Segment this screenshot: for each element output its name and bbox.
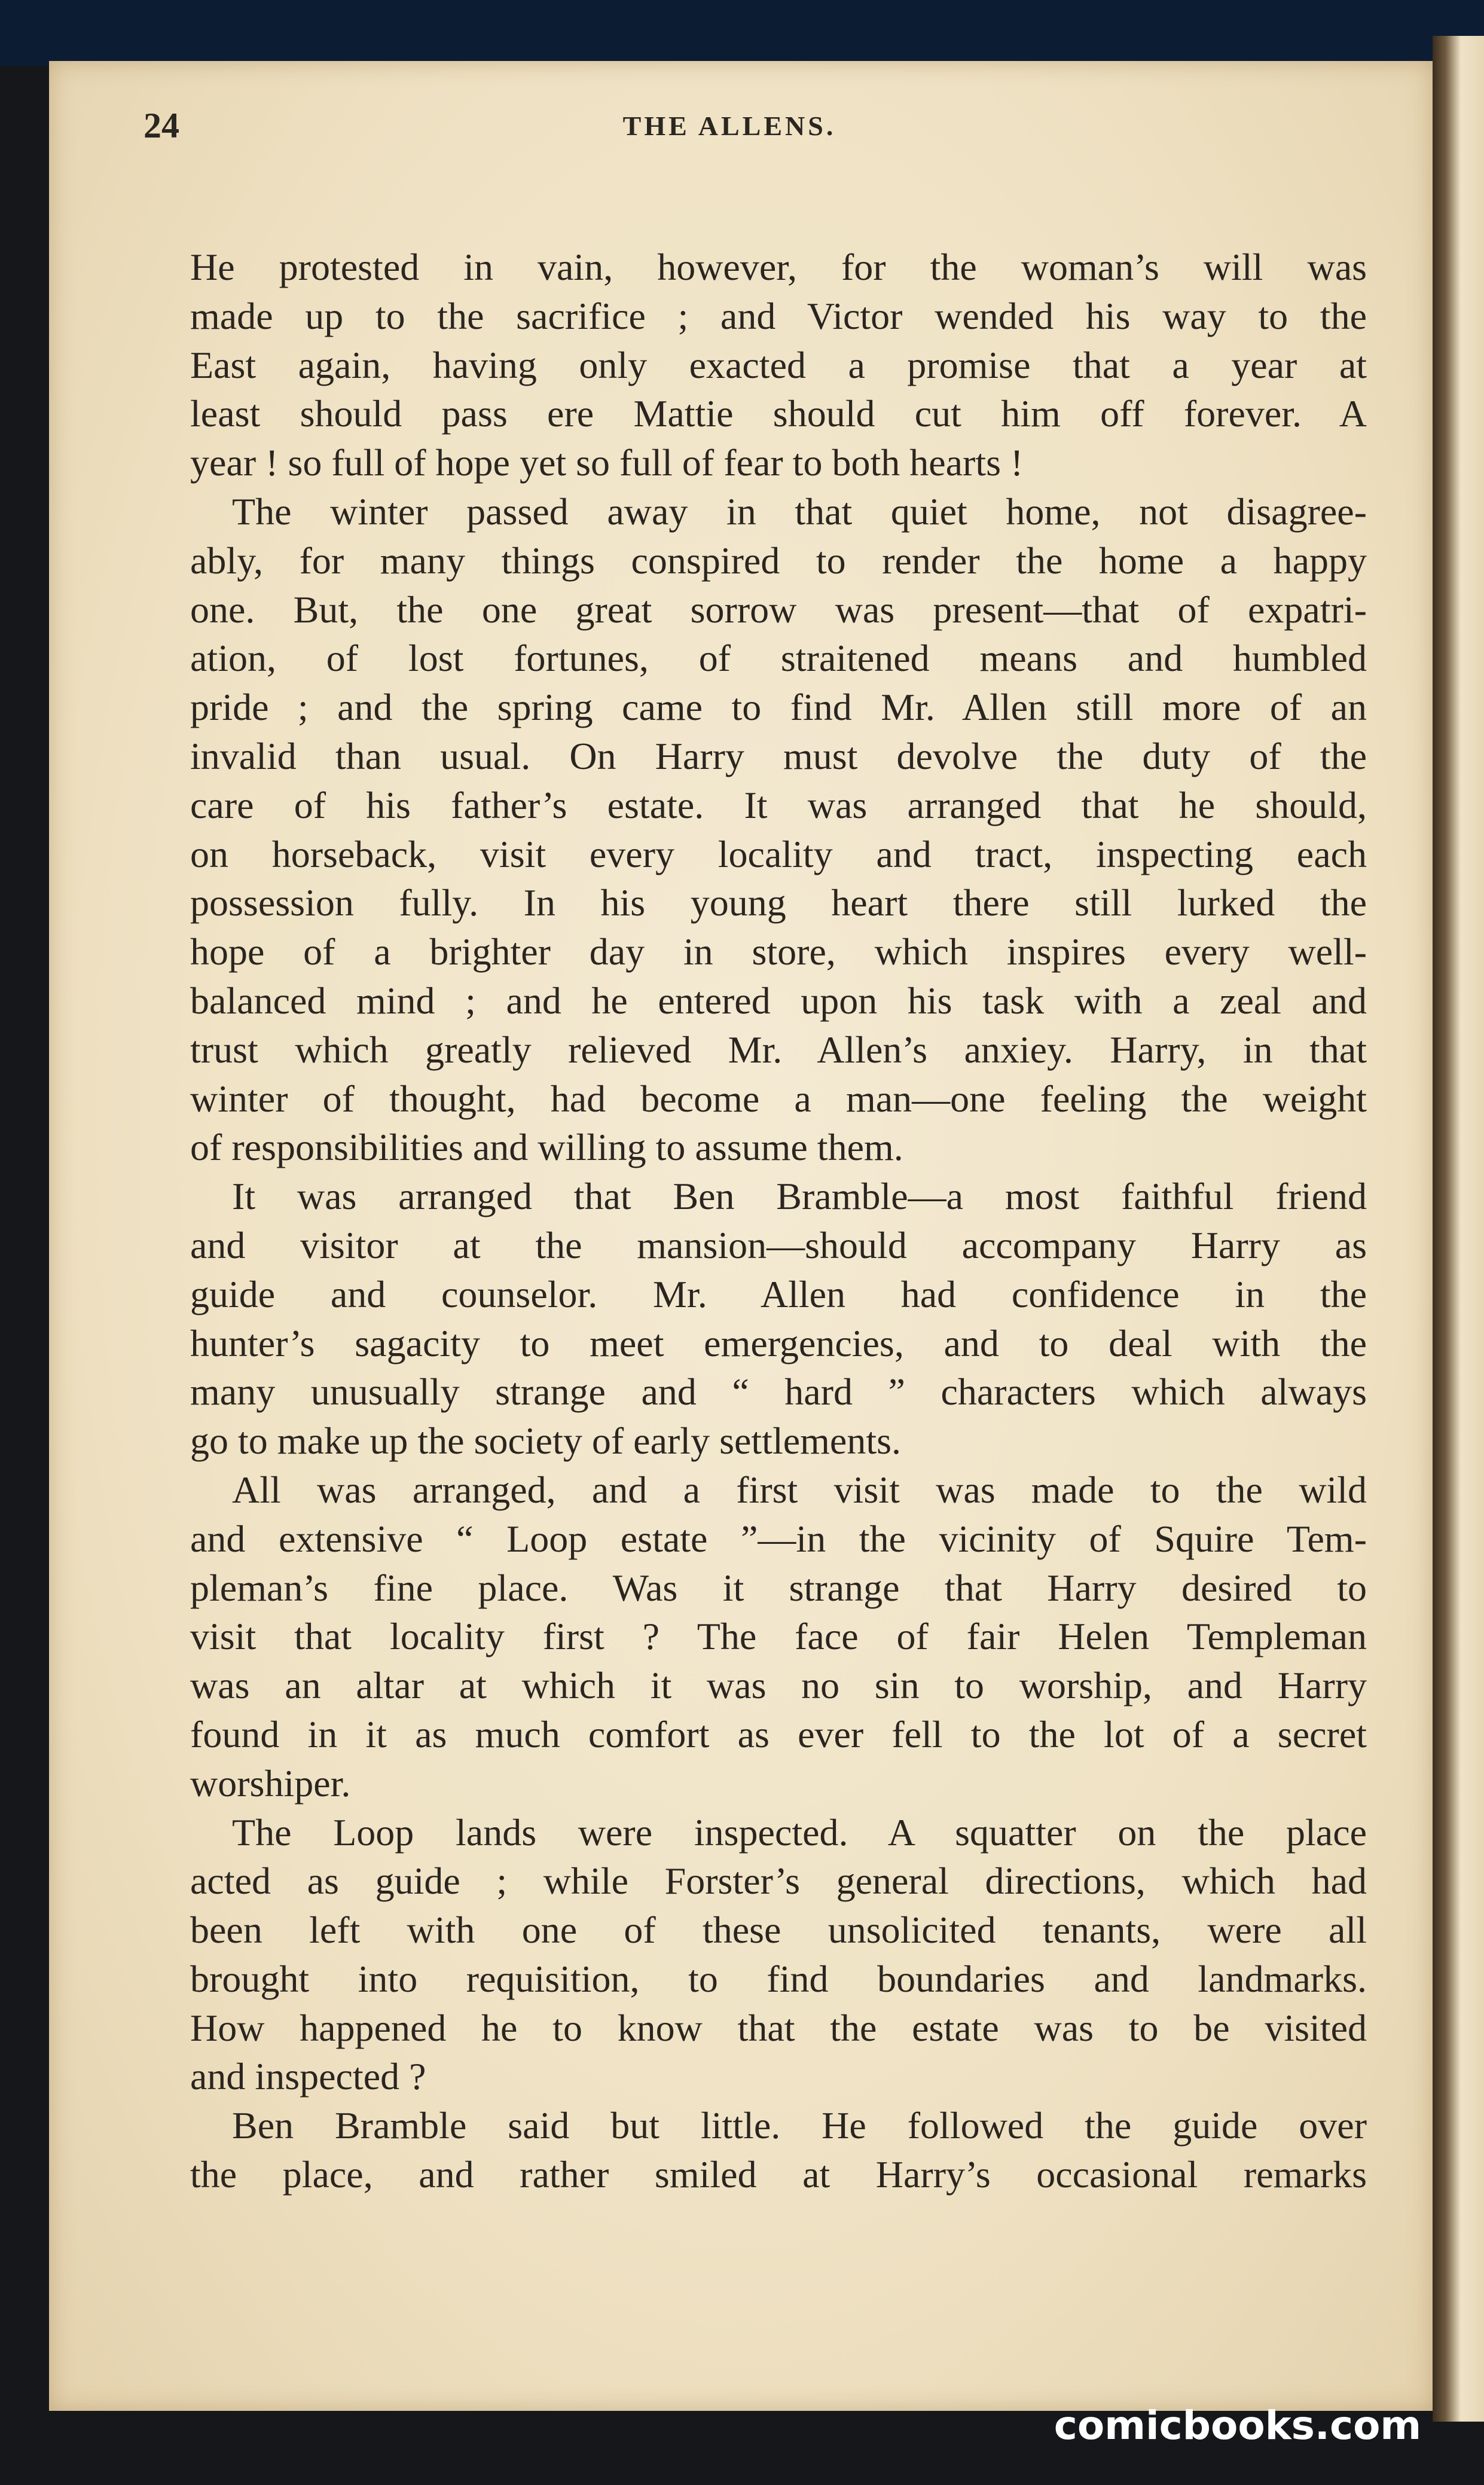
text-line: All was arranged, and a first visit was made to the wild <box>232 1468 1367 1511</box>
text-line: He protested in vain, however, for the woman’s will was <box>190 246 1367 288</box>
text-line: The Loop lands were inspected. A squatter on the place <box>232 1811 1367 1854</box>
paragraph <box>190 1172 1367 1466</box>
text-line: was an altar at which it was no sin to worship, and Harry <box>190 1664 1367 1707</box>
paragraph <box>190 1466 1367 1808</box>
text-line: guide and counselor. Mr. Allen had confidence in the <box>190 1272 1367 1315</box>
text-line: trust which greatly relieved Mr. Allen’s anxiey. Harry, in that <box>190 1028 1367 1071</box>
text-line: hunter’s sagacity to meet emergencies, and to deal with the <box>190 1321 1367 1364</box>
text-line: pleman’s fine place. Was it strange that Harry desired to <box>190 1566 1367 1609</box>
text-line: It was arranged that Ben Bramble—a most faithful friend <box>232 1175 1367 1218</box>
paragraph <box>190 487 1367 1172</box>
watermark: comicbooks.com <box>1054 2402 1422 2449</box>
running-title: THE ALLENS. <box>622 111 836 141</box>
text-line: winter of thought, had become a man—one feeling the weight <box>190 1077 1367 1120</box>
text-line: possession fully. In his young heart there still lurked the <box>190 881 1367 924</box>
text-line: least should pass ere Mattie should cut him off forever. A <box>190 392 1367 435</box>
text-line: hope of a brighter day in store, which inspires every well- <box>190 930 1367 973</box>
text-line: go to make up the society of early settlements. <box>190 1419 901 1463</box>
paragraph <box>190 1808 1367 2102</box>
text-line: found in it as much comfort as ever fell to the lot of a secret <box>190 1712 1367 1756</box>
text-line: balanced mind ; and he entered upon his task with a zeal and <box>190 979 1367 1022</box>
text-line: of responsibilities and willing to assume them. <box>190 1126 903 1169</box>
text-line: and inspected ? <box>190 2055 426 2098</box>
text-line: one. But, the one great sorrow was present—that of expatri- <box>190 588 1367 631</box>
text-line: The winter passed away in that quiet home, not disagree- <box>232 490 1367 533</box>
text-line: worshiper. <box>190 1762 351 1805</box>
text-line: been left with one of these unsolicited tenants, were all <box>190 1909 1367 1952</box>
text-line: year ! so full of hope yet so full of fear to both hearts ! <box>190 441 1024 484</box>
text-line: Ben Bramble said but little. He followed the guide over <box>232 2104 1367 2147</box>
text-line: acted as guide ; while Forster’s general directions, which had <box>190 1860 1367 1903</box>
text-line: pride ; and the spring came to find Mr. Allen still more of an <box>190 686 1367 729</box>
text-line: invalid than usual. On Harry must devolve the duty of the <box>190 734 1367 777</box>
text-line: How happened he to know that the estate was to be visited <box>190 2006 1367 2049</box>
text-line: on horseback, visit every locality and tract, inspecting each <box>190 832 1367 875</box>
text-line: East again, having only exacted a promise that a year at <box>190 343 1367 386</box>
text-line: and visitor at the mansion—should accompany Harry as <box>190 1223 1367 1266</box>
text-line: ation, of lost fortunes, of straitened means and humbled <box>190 637 1367 680</box>
text-line: and extensive “ Loop estate ”—in the vicinity of Squire Tem- <box>190 1517 1367 1560</box>
text-line: visit that locality first ? The face of fair Helen Templeman <box>190 1615 1367 1658</box>
text-line: brought into requisition, to find boundaries and landmarks. <box>190 1957 1367 2000</box>
text-line: the place, and rather smiled at Harry’s occasional remarks <box>190 2153 1367 2196</box>
scan-background-top <box>0 0 1484 66</box>
paragraph <box>190 2101 1367 2199</box>
body-text <box>190 243 1367 2199</box>
page-number: 24 <box>143 106 179 145</box>
page-header <box>143 105 1315 159</box>
text-line: many unusually strange and “ hard ” characters which always <box>190 1370 1367 1414</box>
text-line: care of his father’s estate. It was arranged that he should, <box>190 783 1367 826</box>
adjacent-page-edge <box>1433 36 1484 2422</box>
text-line: ably, for many things conspired to render the home a happy <box>190 539 1367 582</box>
paragraph <box>190 243 1367 487</box>
text-line: made up to the sacrifice ; and Victor wended his way to the <box>190 294 1367 337</box>
